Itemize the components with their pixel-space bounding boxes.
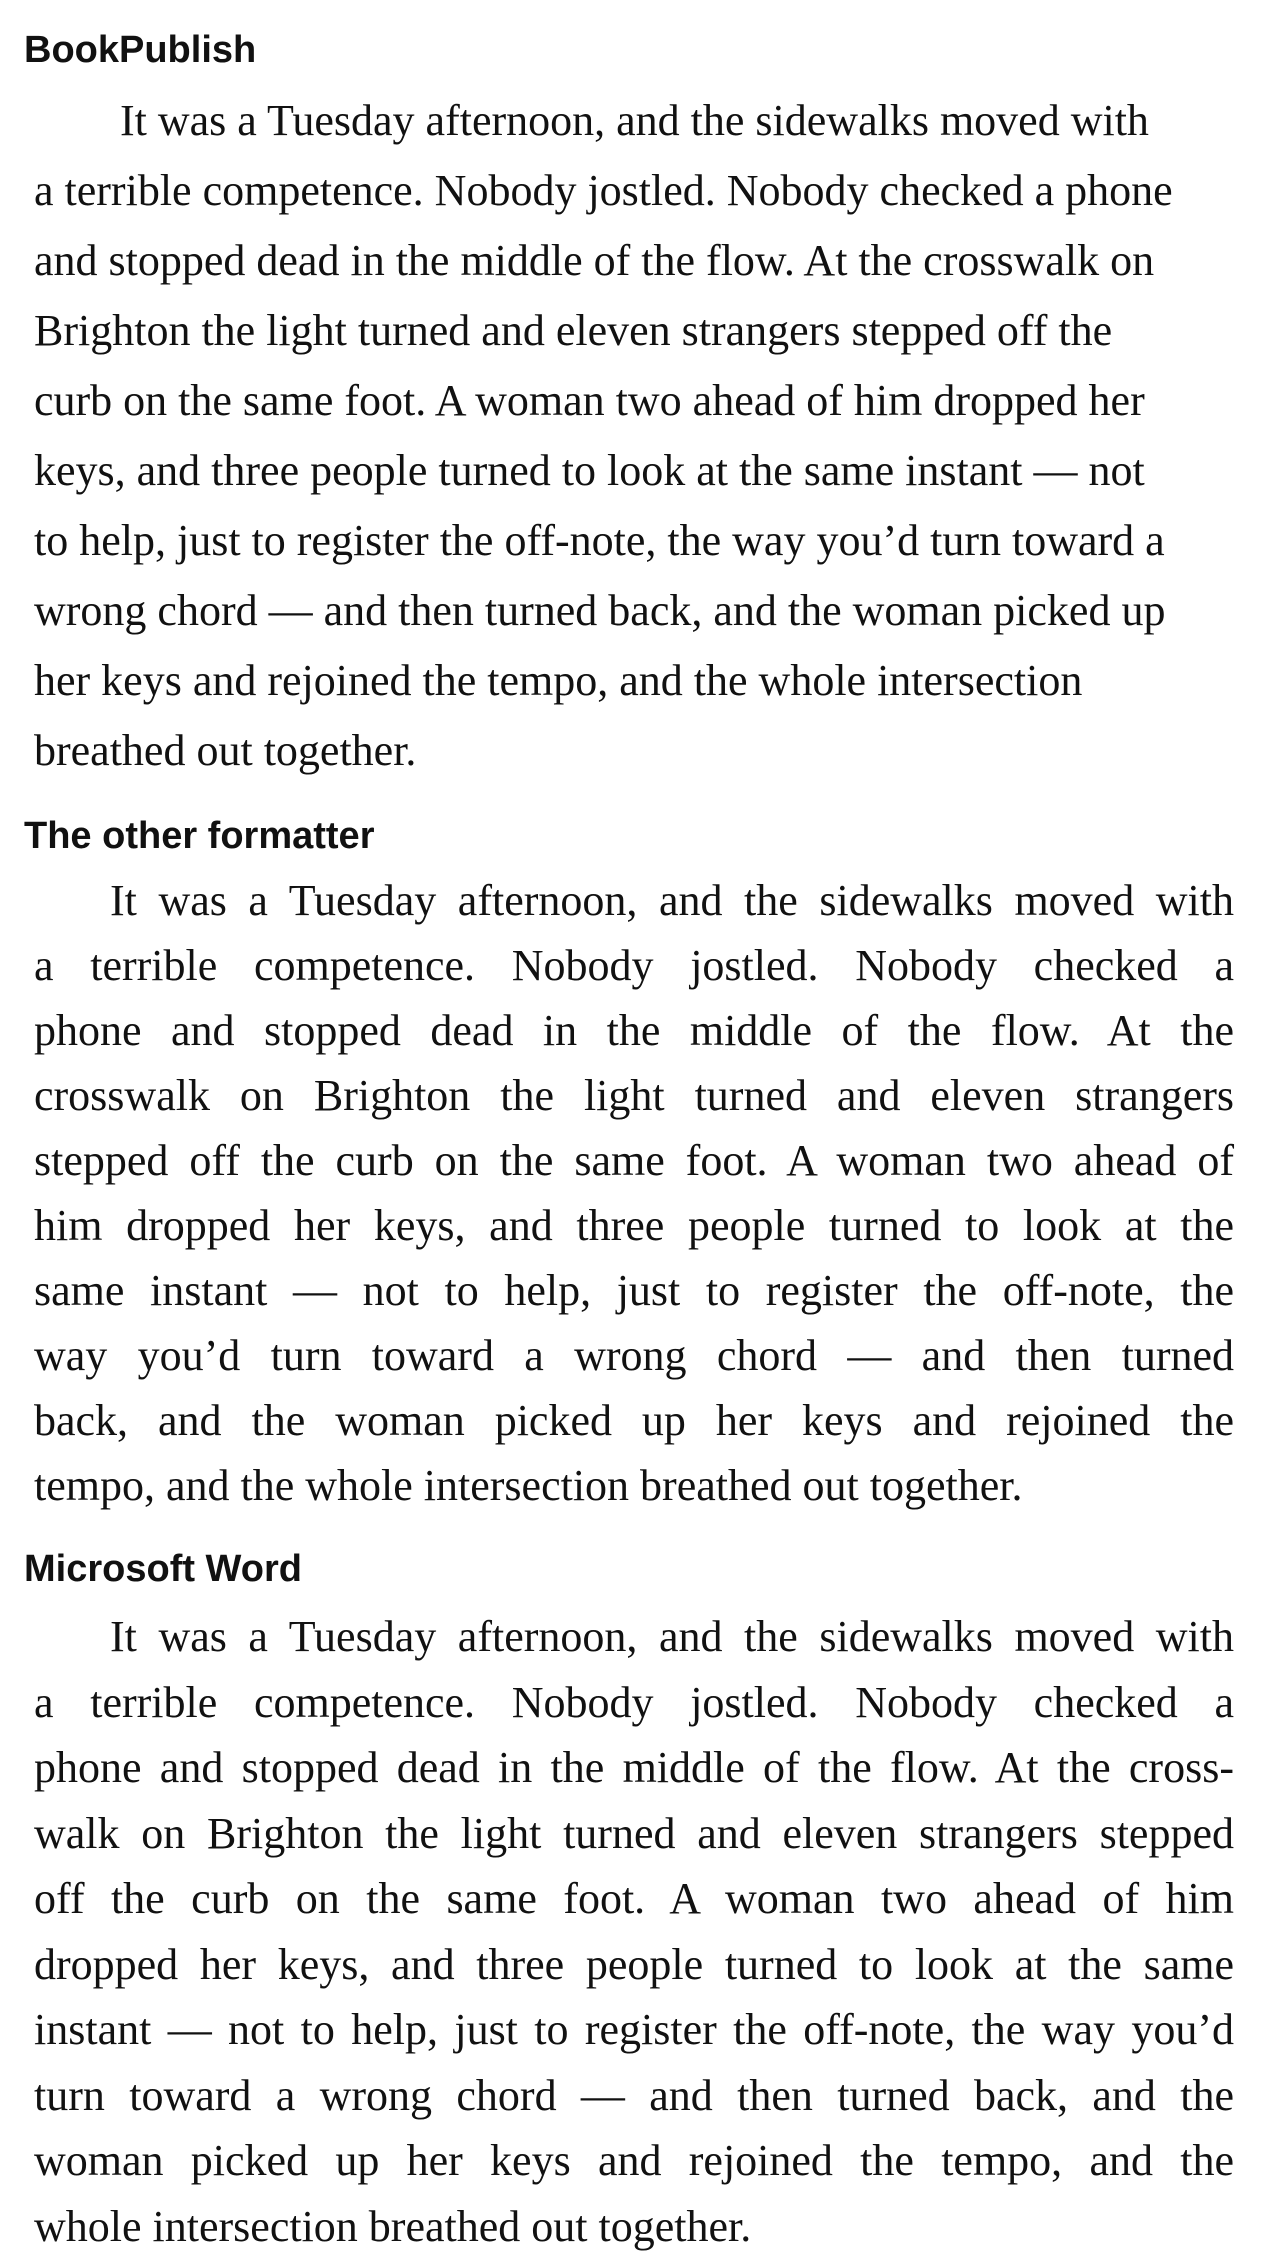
text-line: back, and the woman picked up her keys and rejoined the	[34, 1396, 1234, 1445]
text-line: phone and stopped dead in the middle of the flow. At the cross-	[34, 1743, 1234, 1792]
text-line: breathed out together.	[34, 726, 417, 775]
text-line: wrong chord — and then turned back, and the woman picked up	[34, 586, 1166, 635]
text-line: dropped her keys, and three people turned to look at the same	[34, 1939, 1234, 1989]
text-line: keys, and three people turned to look at the same instant — not	[34, 446, 1145, 495]
text-line: off the curb on the same foot. A woman two ahead of him	[34, 1874, 1234, 1923]
text-line: him dropped her keys, and three people turned to look at the	[34, 1201, 1234, 1250]
passage-text	[34, 868, 1234, 1518]
section-heading: The other formatter	[24, 815, 375, 857]
text-line: curb on the same foot. A woman two ahead of him dropped her	[34, 376, 1145, 425]
text-line: tempo, and the whole intersection breathed out together.	[34, 1461, 1023, 1510]
text-line: and stopped dead in the middle of the flow. At the crosswalk on	[34, 236, 1155, 285]
text-line: It was a Tuesday afternoon, and the sidewalks moved with	[110, 876, 1234, 925]
text-line: phone and stopped dead in the middle of the flow. At the	[34, 1006, 1234, 1055]
text-line: It was a Tuesday afternoon, and the sidewalks moved with	[120, 96, 1149, 145]
text-line: Brighton the light turned and eleven strangers stepped off the	[34, 306, 1113, 355]
text-line: woman picked up her keys and rejoined the tempo, and the	[34, 2136, 1234, 2185]
text-line: instant — not to help, just to register the off-note, the way you’d	[34, 2005, 1234, 2054]
text-line: same instant — not to help, just to register the off-note, the	[34, 1266, 1234, 1315]
text-line: whole intersection breathed out together.	[34, 2201, 752, 2251]
section-heading: Microsoft Word	[24, 1548, 302, 1590]
text-line: a terrible competence. Nobody jostled. Nobody checked a	[34, 1677, 1234, 1727]
text-line: It was a Tuesday afternoon, and the sidewalks moved with	[110, 1612, 1234, 1661]
text-line: a terrible competence. Nobody jostled. Nobody checked a	[34, 941, 1234, 990]
text-line: stepped off the curb on the same foot. A woman two ahead of	[34, 1136, 1234, 1185]
text-line: to help, just to register the off-note, the way you’d turn toward a	[34, 516, 1165, 565]
text-line: turn toward a wrong chord — and then turned back, and the	[34, 2070, 1234, 2120]
section-heading: BookPublish	[24, 29, 257, 71]
text-line: her keys and rejoined the tempo, and the whole intersection	[34, 656, 1083, 705]
text-line: a terrible competence. Nobody jostled. Nobody checked a phone	[34, 166, 1173, 215]
text-line: crosswalk on Brighton the light turned and eleven strangers	[34, 1071, 1234, 1120]
passage-text	[34, 1604, 1234, 2259]
text-line: way you’d turn toward a wrong chord — and then turned	[34, 1331, 1234, 1380]
passage-text	[34, 86, 1234, 786]
text-line: walk on Brighton the light turned and eleven strangers stepped	[34, 1808, 1234, 1858]
